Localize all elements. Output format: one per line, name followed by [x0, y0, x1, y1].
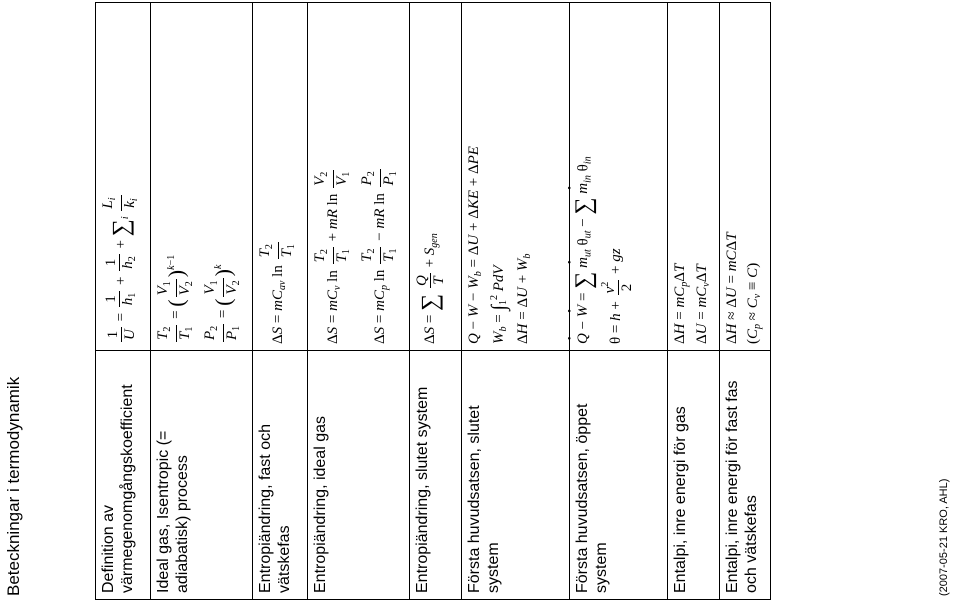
table-row [462, 3, 570, 600]
formula-cell [253, 3, 308, 351]
formula-table [95, 2, 771, 600]
row-label: Ideal gas, Isentropic (= adiabatisk) process [151, 351, 253, 600]
row-label: Entropiändring, ideal gas [308, 351, 410, 600]
row-label: Första huvudsatsen, öppet system [570, 351, 668, 600]
formula-cell [668, 3, 720, 351]
row-label: Entropiändring, fast och vätskefas [253, 351, 308, 600]
formula: $\Delta S = mC_p$ ln $T_2$ $T_1$ − mR ln $P_2$ $P_1$ [359, 171, 399, 344]
row-label: Entalpi, inre energi för gas [668, 351, 720, 600]
formula-cell [720, 3, 771, 351]
formula: $P_2$ $P_1$ = ( $V_1$ $V_2$ )$^k$ [202, 264, 242, 340]
formula: $\Delta H = \Delta U + W_b$ [515, 253, 533, 344]
table-row [410, 3, 462, 600]
formula: $\Delta S = mC_{av}$ ln $T_2$ $T_1$ [257, 244, 297, 344]
formula: $(C_p \approx C_v \equiv C)$ [745, 262, 763, 344]
formula: $\Delta S = mC_v$ ln $T_2$ $T_1$ + mR ln $V_2$ $V_1$ [312, 171, 352, 344]
table-row [668, 3, 720, 600]
formula-cell [96, 3, 151, 351]
formula: ΔS = ∑ Q T + $S_{gen}$ [414, 233, 447, 344]
formula-cell [462, 3, 570, 351]
table-row [308, 3, 410, 600]
formula-cell [410, 3, 462, 351]
formula: • Q − • W = ∑ • $m_{ut}$ $\theta_{ut}$ − ∑ • $m_{in}$ $\theta_{in}$ [574, 9, 594, 344]
formula: $\Delta U = mC_v\Delta T$ [694, 264, 712, 344]
formula-cell [570, 3, 668, 351]
formula: ΔH ≈ ΔU = mCΔT [724, 232, 740, 344]
formula: $Q - W - W_b = \Delta U + \Delta KE + \Delta PE$ [466, 146, 484, 344]
formula: $\Delta H = mC_p\Delta T$ [672, 263, 690, 344]
formula-cell [308, 3, 410, 351]
page-title: Beteckningar i termodynamik [4, 376, 23, 596]
footer-note: (2007-05-21 KRO, AHL) [938, 478, 950, 596]
formula: $T_2$ $T_1$ = ( $V_1$ $V_2$ )$^{k-1}$ [155, 254, 195, 340]
row-label: Entropiändring, slutet system [410, 351, 462, 600]
table-row [570, 3, 668, 600]
formula: 1 U = 1 $h_1$ + 1 $h_2$ + $\sum_i$ $L_i$ $k_i$ [100, 197, 140, 340]
table-row [253, 3, 308, 600]
table-row [96, 3, 151, 600]
table-row [151, 3, 253, 600]
table-row [720, 3, 771, 600]
row-label: Definition av värmegenomgångskoefficient [96, 351, 151, 600]
formula: $W_b = \int_1^2$ PdV [488, 265, 510, 344]
row-label: Entalpi, inre energi för fast fas och vätskefas [720, 351, 771, 600]
formula: θ = h + $v^2$ 2 + gz [600, 248, 635, 344]
formula-cell [151, 3, 253, 351]
row-label: Första huvudsatsen, slutet system [462, 351, 570, 600]
